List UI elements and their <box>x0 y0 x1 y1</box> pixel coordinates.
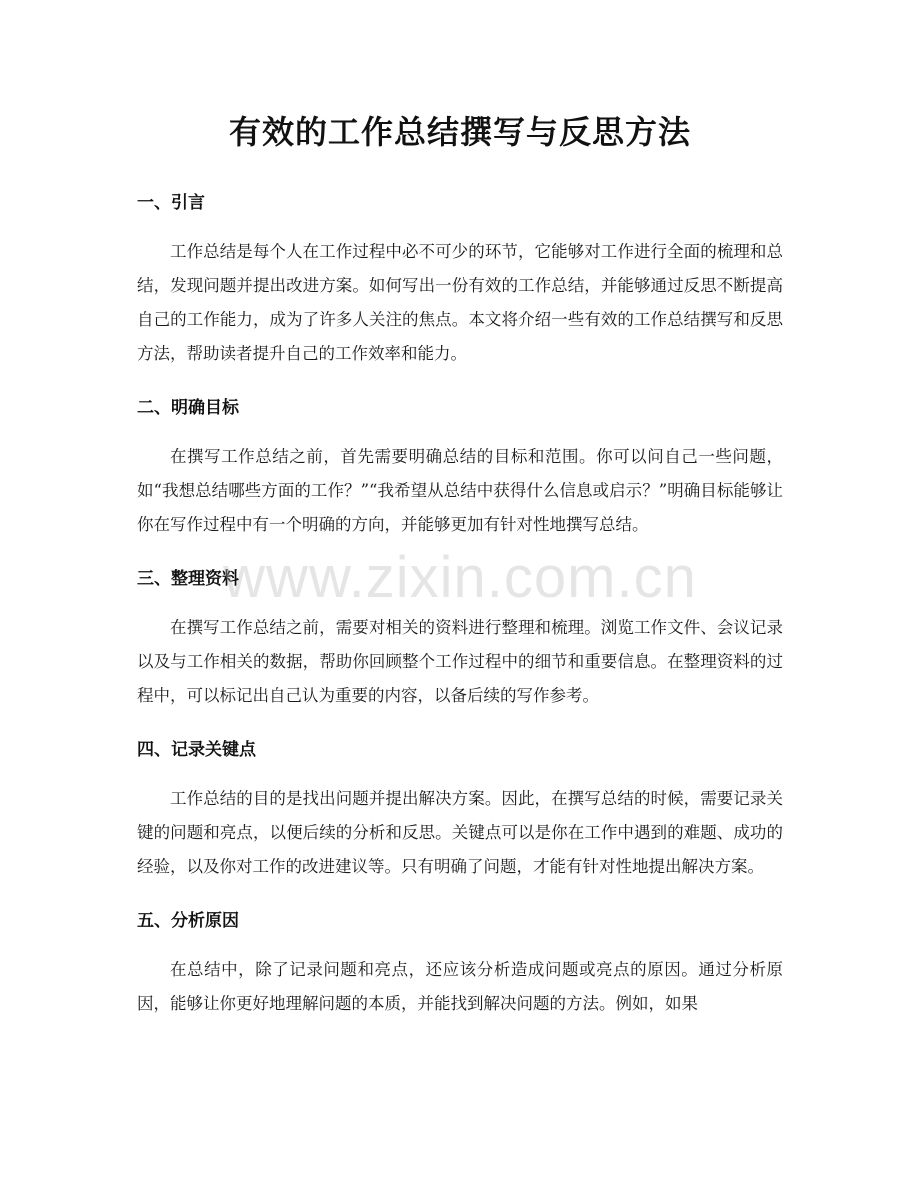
section-body-analyze-causes: 在总结中，除了记录问题和亮点，还应该分析造成问题或亮点的原因。通过分析原因，能够让你更好地理解问题的本质，并能找到解决问题的方法。例如，如果 <box>137 960 783 1013</box>
section-heading-record-key-points: 四、记录关键点 <box>137 740 256 760</box>
section-heading-clear-goals: 二、明确目标 <box>137 398 239 418</box>
section-body-clear-goals: 在撰写工作总结之前，首先需要明确总结的目标和范围。你可以问自己一些问题，如“我想总结哪些方面的工作？”“我希望从总结中获得什么信息或启示？”明确目标能够让你在写作过程中有一个明确的方向，并能够更加有针对性地撰写总结。 <box>137 447 783 534</box>
document-title: 有效的工作总结撰写与反思方法 <box>228 113 691 151</box>
section-heading-introduction: 一、引言 <box>137 193 205 213</box>
section-body-organize-materials: 在撰写工作总结之前，需要对相关的资料进行整理和梳理。浏览工作文件、会议记录以及与工作相关的数据，帮助你回顾整个工作过程中的细节和重要信息。在整理资料的过程中，可以标记出自己认为重要的内容，以备后续的写作参考。 <box>137 618 783 705</box>
watermark: www.zixin.com.cn <box>223 545 697 610</box>
section-heading-organize-materials: 三、整理资料 <box>137 569 239 589</box>
section-body-record-key-points: 工作总结的目的是找出问题并提出解决方案。因此，在撰写总结的时候，需要记录关键的问题和亮点，以便后续的分析和反思。关键点可以是你在工作中遇到的难题、成功的经验，以及你对工作的改进建议等。只有明确了问题，才能有针对性地提出解决方案。 <box>137 789 783 876</box>
section-body-introduction: 工作总结是每个人在工作过程中必不可少的环节，它能够对工作进行全面的梳理和总结，发现问题并提出改进方案。如何写出一份有效的工作总结，并能够通过反思不断提高自己的工作能力，成为了许多人关注的焦点。本文将介绍一些有效的工作总结撰写和反思方法，帮助读者提升自己的工作效率和能力。 <box>137 242 783 363</box>
section-heading-analyze-causes: 五、分析原因 <box>137 911 239 931</box>
